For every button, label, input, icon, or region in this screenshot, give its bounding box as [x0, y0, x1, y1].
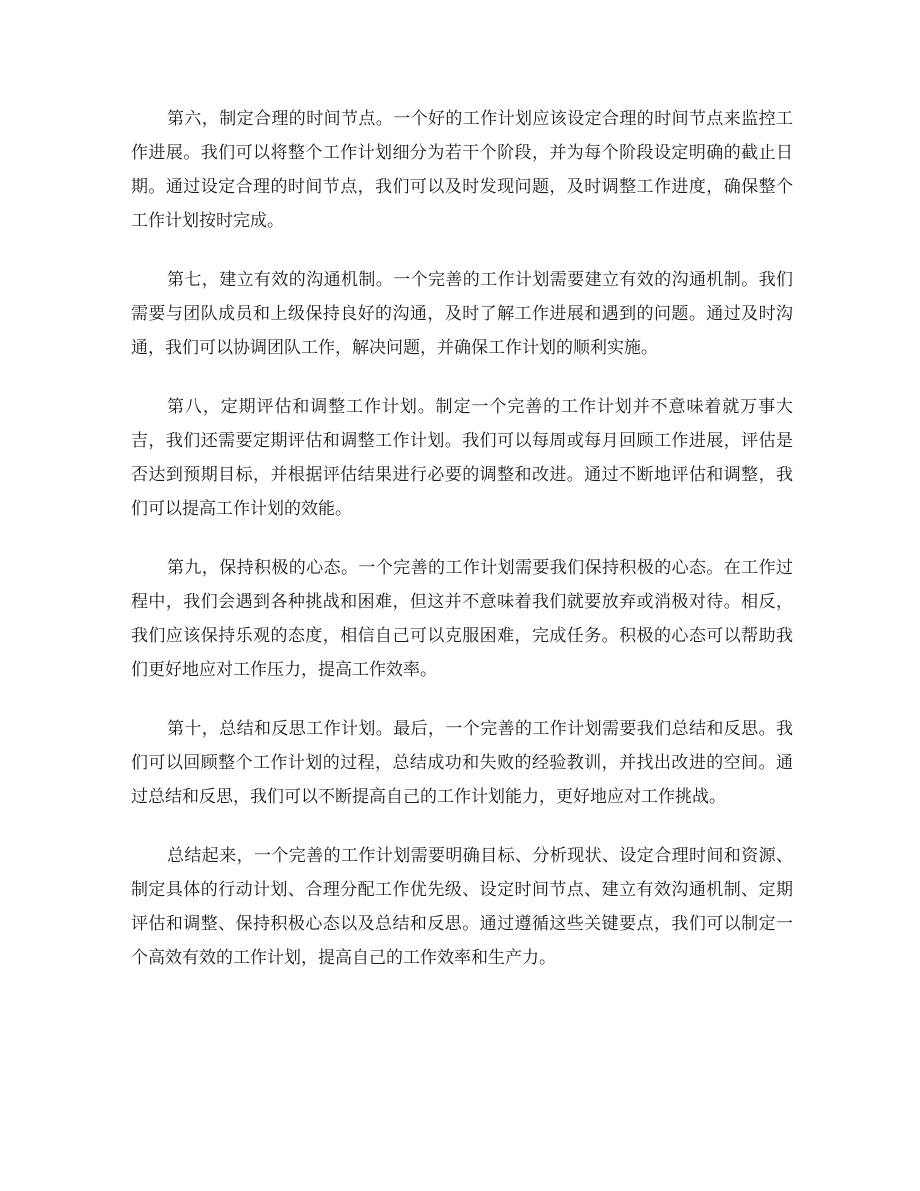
paragraph-tenth-point: 第十，总结和反思工作计划。最后，一个完善的工作计划需要我们总结和反思。我们可以回顾整个工作计划的过程，总结成功和失败的经验教训，并找出改进的空间。通过总结和反思，我们可以不断提高自己的工作计划能力，更好地应对工作挑战。	[131, 719, 793, 807]
paragraph-sixth-point: 第六，制定合理的时间节点。一个好的工作计划应该设定合理的时间节点来监控工作进展。我们可以将整个工作计划细分为若干个阶段，并为每个阶段设定明确的截止日期。通过设定合理的时间节点，我们可以及时发现问题，及时调整工作进度，确保整个工作计划按时完成。	[131, 109, 793, 231]
paragraph-seventh-point: 第七，建立有效的沟通机制。一个完善的工作计划需要建立有效的沟通机制。我们需要与团队成员和上级保持良好的沟通，及时了解工作进展和遇到的问题。通过及时沟通，我们可以协调团队工作，解决问题，并确保工作计划的顺利实施。	[131, 270, 793, 358]
paragraph-ninth-point: 第九，保持积极的心态。一个完善的工作计划需要我们保持积极的心态。在工作过程中，我们会遇到各种挑战和困难，但这并不意味着我们就要放弃或消极对待。相反，我们应该保持乐观的态度，相信自己可以克服困难，完成任务。积极的心态可以帮助我们更好地应对工作压力，提高工作效率。	[131, 558, 793, 680]
document-body	[131, 102, 793, 1000]
paragraph-eighth-point: 第八，定期评估和调整工作计划。制定一个完善的工作计划并不意味着就万事大吉，我们还需要定期评估和调整工作计划。我们可以每周或每月回顾工作进展，评估是否达到预期目标，并根据评估结果进行必要的调整和改进。通过不断地评估和调整，我们可以提高工作计划的效能。	[131, 397, 793, 519]
paragraph-summary: 总结起来，一个完善的工作计划需要明确目标、分析现状、设定合理时间和资源、制定具体的行动计划、合理分配工作优先级、设定时间节点、建立有效沟通机制、定期评估和调整、保持积极心态以及总结和反思。通过遵循这些关键要点，我们可以制定一个高效有效的工作计划，提高自己的工作效率和生产力。	[131, 846, 793, 968]
